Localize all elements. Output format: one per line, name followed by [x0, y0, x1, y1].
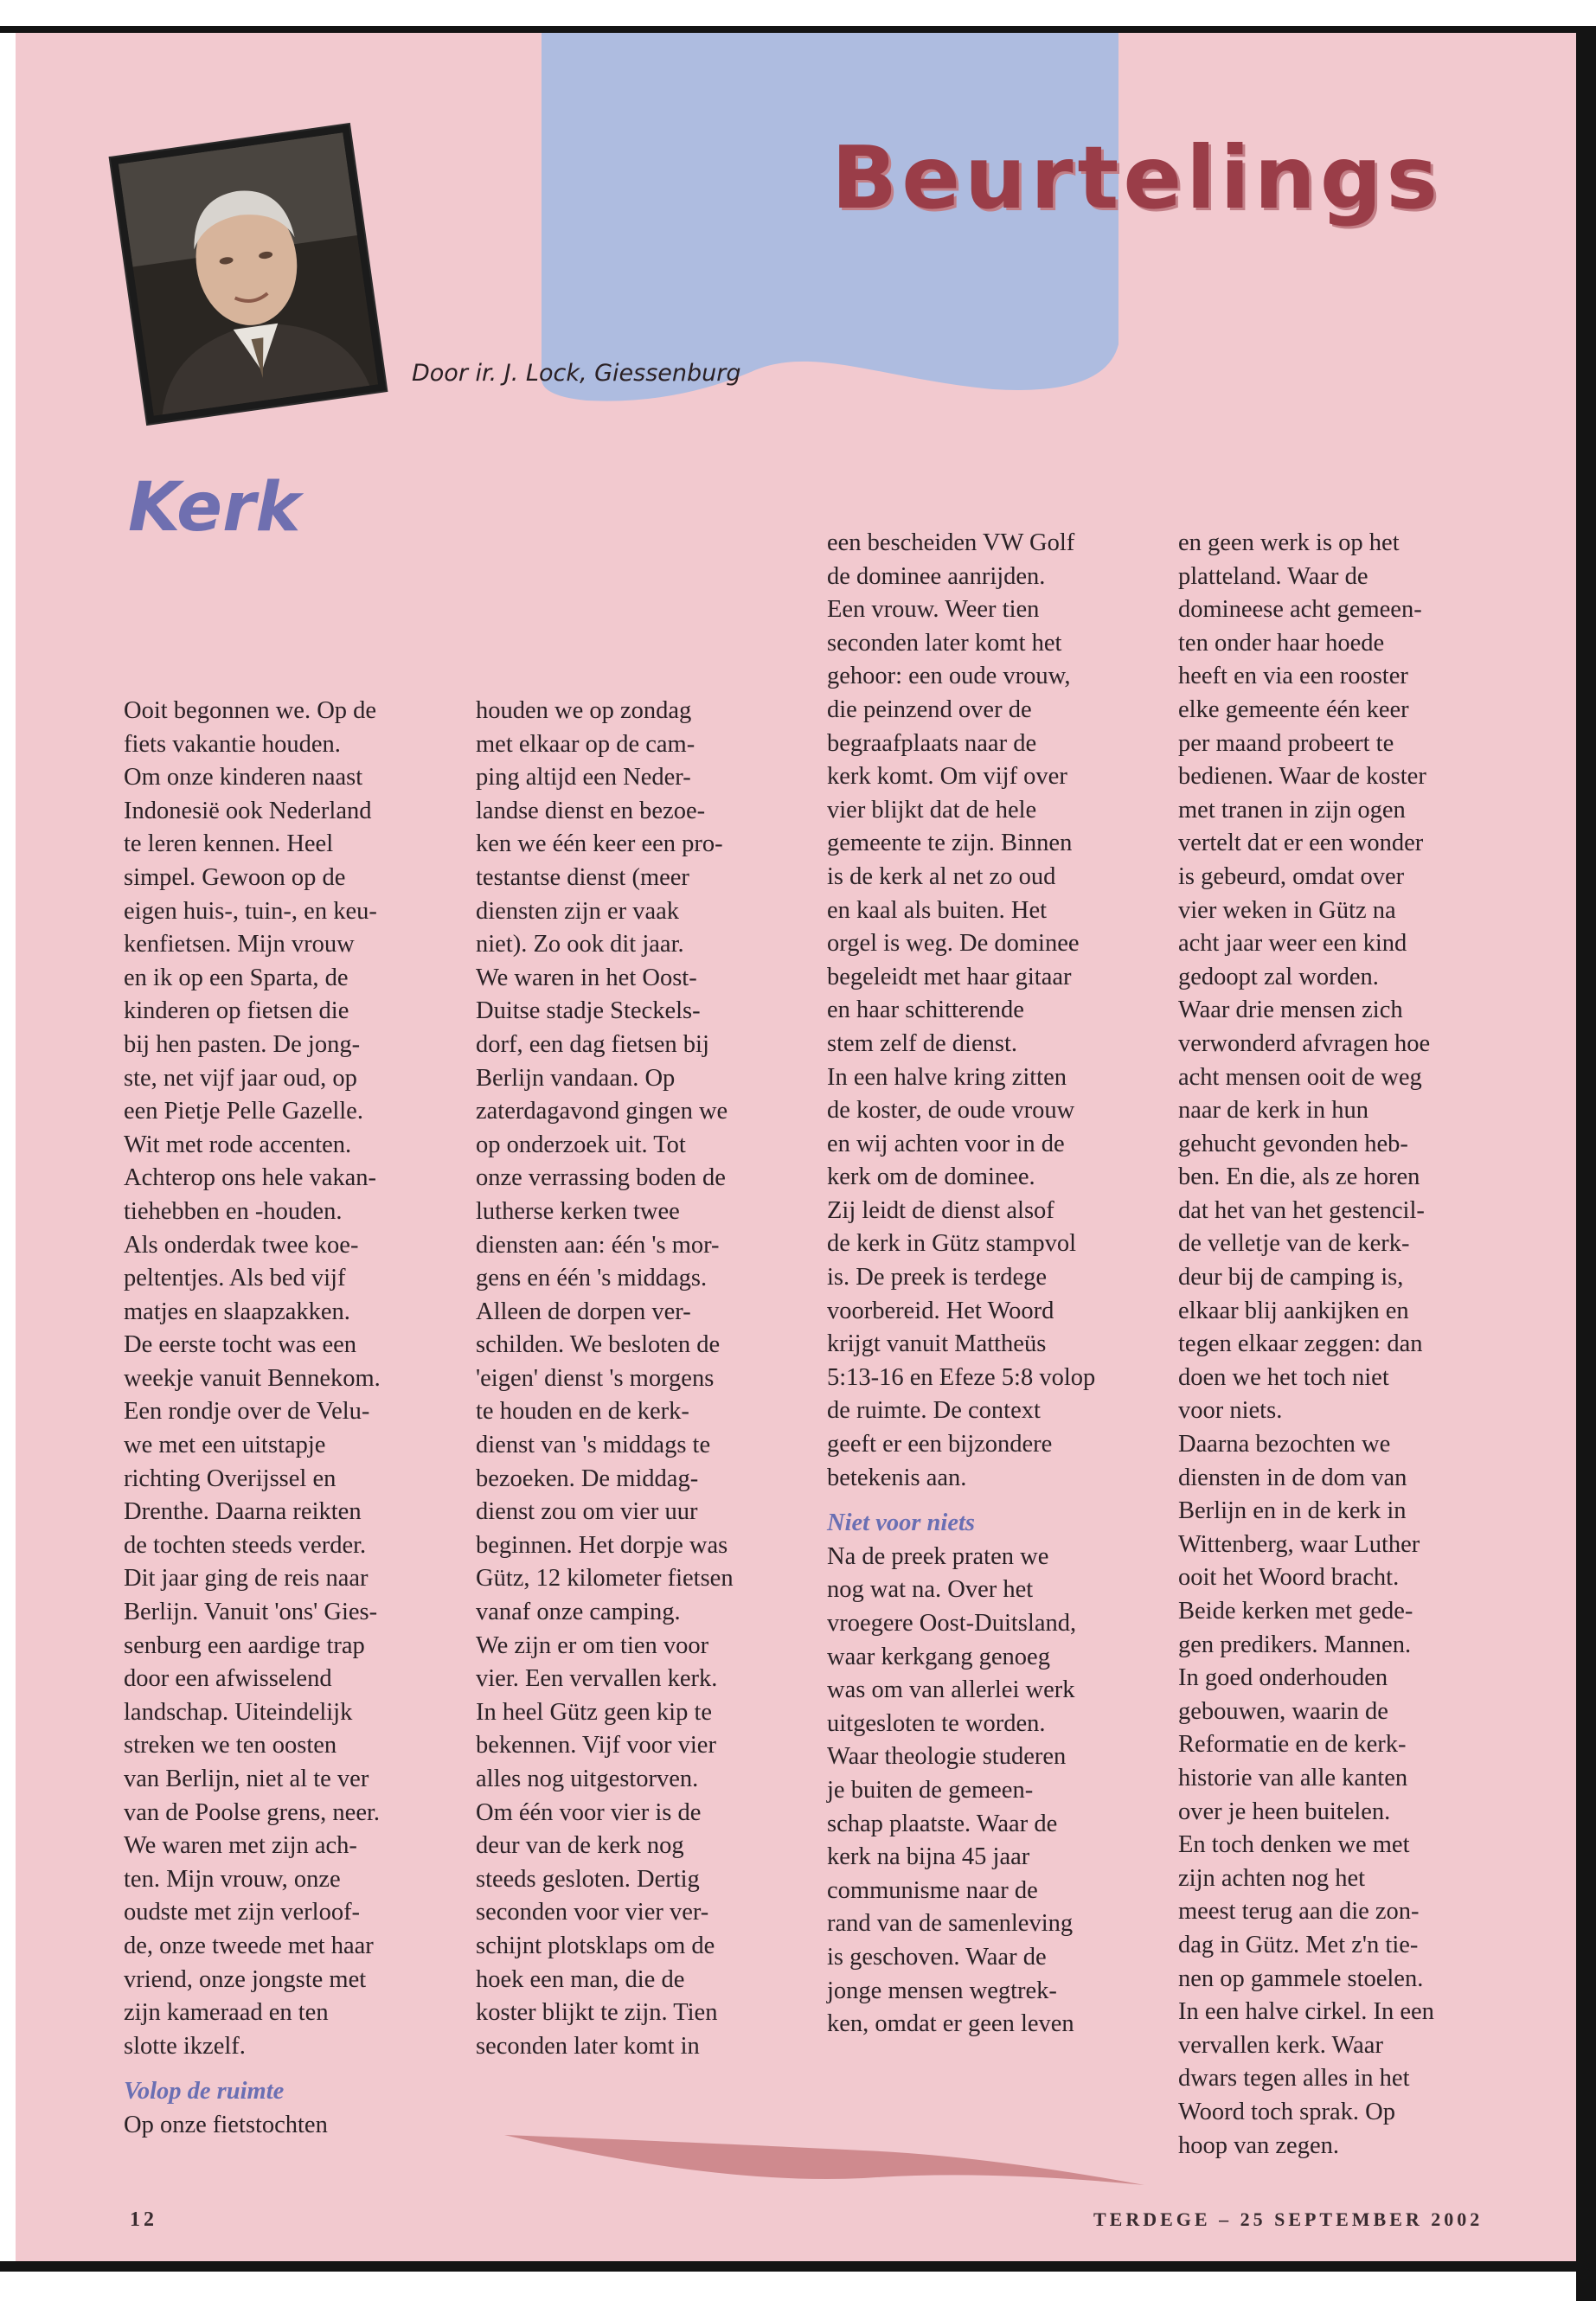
- text-line: seconden later komt het: [827, 629, 1062, 657]
- text-line: vertelt dat er een wonder: [1178, 830, 1424, 857]
- text-line: In heel Gütz geen kip te: [476, 1698, 713, 1726]
- text-line: In een halve kring zitten: [827, 1063, 1067, 1091]
- text-line: Wittenberg, waar Luther: [1178, 1530, 1420, 1558]
- text-line: heeft en via een rooster: [1178, 663, 1408, 690]
- text-line: Als onderdak twee koe-: [124, 1231, 359, 1259]
- text-line: Indonesië ook Nederland: [124, 797, 372, 824]
- text-line: door een afwisselend: [124, 1665, 332, 1693]
- text-line: de kerk in Gütz stampvol: [827, 1230, 1077, 1258]
- text-line: Duitse stadje Steckels-: [476, 997, 701, 1025]
- text-line: over je heen buitelen.: [1178, 1798, 1391, 1825]
- text-column-1: [124, 695, 470, 2143]
- text-line: ooit het Woord bracht.: [1178, 1564, 1400, 1592]
- text-line: beginnen. Het dorpje was: [476, 1531, 728, 1559]
- text-line: Daarna bezochten we: [1178, 1431, 1391, 1458]
- text-line: Zij leidt de dienst alsof: [827, 1196, 1054, 1224]
- text-line: niet). Zo ook dit jaar.: [476, 931, 684, 958]
- text-line: van Berlijn, niet al te ver: [124, 1766, 369, 1792]
- text-line: tegen elkaar zeggen: dan: [1178, 1330, 1423, 1358]
- text-line: je buiten de gemeen-: [827, 1776, 1034, 1804]
- text-line: onze verrassing boden de: [476, 1164, 726, 1192]
- text-line: ken, omdat er geen leven: [827, 2010, 1074, 2038]
- text-line: kerk om de dominee.: [827, 1163, 1035, 1191]
- text-line: bij hen pasten. De jong-: [124, 1030, 361, 1058]
- text-line: bezoeken. De middag-: [476, 1465, 699, 1492]
- text-line: Na de preek praten we: [827, 1542, 1049, 1570]
- text-line: Op onze fietstochten: [124, 2111, 328, 2138]
- text-line: en kaal als buiten. Het: [827, 896, 1048, 924]
- text-line: peltentjes. Als bed vijf: [124, 1265, 346, 1292]
- text-line: Achterop ons hele vakan-: [124, 1164, 377, 1192]
- text-line: de velletje van de kerk-: [1178, 1230, 1410, 1258]
- text-line: jonge mensen wegtrek-: [827, 1977, 1057, 2004]
- text-line: hoek een man, die de: [476, 1965, 685, 1993]
- text-line: verwonderd afvragen hoe: [1178, 1029, 1431, 1057]
- section-title: Kerk: [128, 469, 301, 547]
- text-line: richting Overijssel en: [124, 1465, 337, 1492]
- text-line: elkaar blij aankijken en: [1178, 1297, 1409, 1324]
- text-line: In een halve cirkel. In een: [1178, 1998, 1434, 2026]
- text-line: betekenis aan.: [827, 1464, 967, 1491]
- text-line: We waren met zijn ach-: [124, 1832, 357, 1860]
- top-rule: [0, 26, 1596, 33]
- text-line: is gebeurd, omdat over: [1178, 862, 1405, 890]
- text-line: landschap. Uiteindelijk: [124, 1698, 353, 1726]
- text-line: bedienen. Waar de koster: [1178, 763, 1426, 791]
- text-line: bekennen. Vijf voor vier: [476, 1732, 716, 1759]
- text-line: gemeente te zijn. Binnen: [827, 830, 1073, 857]
- text-line: is de kerk al net zo oud: [827, 862, 1056, 890]
- text-line: krijgt vanuit Mattheüs: [827, 1330, 1047, 1358]
- text-line: 5:13-16 en Efeze 5:8 volop: [827, 1363, 1096, 1391]
- text-line: gedoopt zal worden.: [1178, 963, 1379, 990]
- text-line: naar de kerk in hun: [1178, 1097, 1368, 1125]
- text-line: Berlijn en in de kerk in: [1178, 1497, 1407, 1525]
- text-line: dienst zou om vier uur: [476, 1498, 698, 1526]
- text-line: met elkaar op de cam-: [476, 730, 695, 758]
- byline: Door ir. J. Lock, Giessenburg: [412, 360, 741, 387]
- text-line: en haar schitterende: [827, 997, 1024, 1024]
- text-line: te leren kennen. Heel: [124, 830, 334, 858]
- text-line: steeds gesloten. Dertig: [476, 1865, 700, 1893]
- text-line: waar kerkgang genoeg: [827, 1643, 1050, 1670]
- text-line: Om één voor vier is de: [476, 1798, 702, 1826]
- text-line: gen predikers. Mannen.: [1178, 1631, 1412, 1658]
- text-line: is geschoven. Waar de: [827, 1943, 1047, 1971]
- text-line: schilden. We besloten de: [476, 1331, 721, 1359]
- subheading: Volop de ruimte: [124, 2078, 285, 2106]
- text-line: begraafplaats naar de: [827, 729, 1037, 757]
- text-line: op onderzoek uit. Tot: [476, 1131, 686, 1158]
- text-line: Een vrouw. Weer tien: [827, 596, 1040, 624]
- text-line: gebouwen, waarin de: [1178, 1697, 1388, 1725]
- text-line: Waar theologie studeren: [827, 1743, 1067, 1771]
- text-line: schap plaatste. Waar de: [827, 1810, 1058, 1837]
- text-line: van de Poolse grens, neer.: [124, 1798, 381, 1826]
- text-line: deur van de kerk nog: [476, 1832, 684, 1860]
- text-line: de ruimte. De context: [827, 1397, 1041, 1425]
- decorative-swoosh: [500, 2118, 1157, 2195]
- text-line: koster blijkt te zijn. Tien: [476, 1999, 718, 2027]
- text-line: Wit met rode accenten.: [124, 1131, 352, 1158]
- text-line: senburg een aardige trap: [124, 1631, 365, 1659]
- text-line: die peinzend over de: [827, 695, 1032, 723]
- page-edge-shadow: [1576, 31, 1596, 2301]
- text-line: en wij achten voor in de: [827, 1130, 1065, 1157]
- portrait-photo-icon: [119, 132, 378, 416]
- text-line: diensten in de dom van: [1178, 1464, 1407, 1491]
- text-line: de koster, de oude vrouw: [827, 1097, 1075, 1125]
- text-column-2: [476, 695, 822, 2063]
- text-line: Berlijn vandaan. Op: [476, 1064, 676, 1092]
- text-line: De eerste tocht was een: [124, 1331, 357, 1359]
- text-line: doen we het toch niet: [1178, 1363, 1389, 1391]
- text-line: vier. Een vervallen kerk.: [476, 1665, 718, 1693]
- article-title: Beurtelings: [831, 127, 1443, 228]
- text-line: per maand probeert te: [1178, 729, 1394, 757]
- text-line: We waren in het Oost-: [476, 964, 697, 991]
- text-line: elke gemeente één keer: [1178, 695, 1409, 723]
- text-line: begeleidt met haar gitaar: [827, 963, 1072, 990]
- text-line: Berlijn. Vanuit 'ons' Gies-: [124, 1599, 378, 1626]
- text-line: tiehebben en -houden.: [124, 1197, 343, 1225]
- text-line: ben. En die, als ze horen: [1178, 1163, 1420, 1191]
- text-line: Reformatie en de kerk-: [1178, 1731, 1407, 1759]
- text-line: eigen huis-, tuin-, en keu-: [124, 897, 377, 925]
- text-line: ken we één keer een pro-: [476, 830, 723, 858]
- text-line: deur bij de camping is,: [1178, 1264, 1404, 1292]
- text-line: platteland. Waar de: [1178, 562, 1368, 590]
- text-line: Ooit begonnen we. Op de: [124, 697, 377, 724]
- text-line: fiets vakantie houden.: [124, 730, 341, 758]
- text-line: houden we op zondag: [476, 697, 692, 724]
- text-line: dorf, een dag fietsen bij: [476, 1030, 709, 1058]
- text-line: domineese acht gemeen-: [1178, 596, 1422, 624]
- text-line: acht jaar weer een kind: [1178, 930, 1407, 958]
- author-photo: [111, 125, 386, 424]
- text-line: hoop van zegen.: [1178, 2131, 1339, 2159]
- text-line: ste, net vijf jaar oud, op: [124, 1064, 357, 1092]
- text-line: Een rondje over de Velu-: [124, 1398, 370, 1426]
- text-line: We zijn er om tien voor: [476, 1631, 709, 1659]
- magazine-page: [16, 33, 1576, 2261]
- text-line: dat het van het gestencil-: [1178, 1196, 1425, 1224]
- text-line: vier weken in Gütz na: [1178, 896, 1396, 924]
- text-line: simpel. Gewoon op de: [124, 863, 346, 891]
- text-line: communisme naar de: [827, 1876, 1038, 1904]
- text-line: Dit jaar ging de reis naar: [124, 1565, 369, 1593]
- text-line: vervallen kerk. Waar: [1178, 2031, 1383, 2059]
- text-line: voorbereid. Het Woord: [827, 1297, 1054, 1324]
- text-line: lutherse kerken twee: [476, 1197, 680, 1225]
- text-line: kerk komt. Om vijf over: [827, 763, 1067, 791]
- text-line: zaterdagavond gingen we: [476, 1098, 728, 1125]
- text-line: ten. Mijn vrouw, onze: [124, 1865, 341, 1893]
- text-line: streken we ten oosten: [124, 1732, 337, 1759]
- text-line: rand van de samenleving: [827, 1910, 1074, 1938]
- text-line: de tochten steeds verder.: [124, 1531, 367, 1559]
- text-line: 'eigen' dienst 's morgens: [476, 1364, 715, 1392]
- bottom-rule: [0, 2261, 1583, 2272]
- text-line: kinderen op fietsen die: [124, 997, 349, 1025]
- text-line: seconden voor vier ver-: [476, 1899, 709, 1926]
- text-line: ten onder haar hoede: [1178, 629, 1385, 657]
- text-line: kenfietsen. Mijn vrouw: [124, 931, 355, 958]
- text-line: uitgesloten te worden.: [827, 1709, 1046, 1737]
- text-line: nen op gammele stoelen.: [1178, 1965, 1424, 1992]
- text-line: te houden en de kerk-: [476, 1398, 689, 1426]
- text-line: Beide kerken met gede-: [1178, 1598, 1413, 1625]
- text-line: zijn achten nog het: [1178, 1864, 1366, 1892]
- text-line: historie van alle kanten: [1178, 1764, 1408, 1791]
- text-line: meest terug aan die zon-: [1178, 1898, 1420, 1926]
- text-line: en ik op een Sparta, de: [124, 964, 349, 991]
- text-line: En toch denken we met: [1178, 1831, 1410, 1859]
- text-line: orgel is weg. De dominee: [827, 930, 1080, 958]
- text-line: kerk na bijna 45 jaar: [827, 1843, 1030, 1871]
- text-line: zijn kameraad en ten: [124, 1999, 329, 2027]
- text-line: In goed onderhouden: [1178, 1664, 1388, 1692]
- text-line: stem zelf de dienst.: [827, 1029, 1018, 1057]
- text-line: Om onze kinderen naast: [124, 764, 363, 792]
- text-line: de dominee aanrijden.: [827, 562, 1046, 590]
- text-line: is. De preek is terdege: [827, 1264, 1048, 1292]
- text-line: weekje vanuit Bennekom.: [124, 1364, 381, 1392]
- text-line: een Pietje Pelle Gazelle.: [124, 1098, 363, 1125]
- text-line: Alleen de dorpen ver-: [476, 1298, 691, 1325]
- text-line: dag in Gütz. Met z'n tie-: [1178, 1931, 1419, 1958]
- text-line: Waar drie mensen zich: [1178, 997, 1403, 1024]
- text-line: vroegere Oost-Duitsland,: [827, 1610, 1077, 1637]
- text-line: voor niets.: [1178, 1397, 1283, 1425]
- text-line: dienst van 's middags te: [476, 1432, 711, 1459]
- text-line: alles nog uitgestorven.: [476, 1766, 699, 1792]
- text-line: Gütz, 12 kilometer fietsen: [476, 1565, 734, 1593]
- text-line: gehoor: een oude vrouw,: [827, 663, 1071, 690]
- subheading: Niet voor niets: [827, 1509, 975, 1537]
- text-line: Woord toch sprak. Op: [1178, 2098, 1395, 2125]
- text-line: landse dienst en bezoe-: [476, 797, 706, 824]
- text-column-3: [827, 527, 1173, 2041]
- text-line: nog wat na. Over het: [827, 1576, 1034, 1604]
- text-line: en geen werk is op het: [1178, 529, 1400, 556]
- text-line: vriend, onze jongste met: [124, 1965, 367, 1993]
- text-line: geeft er een bijzondere: [827, 1431, 1053, 1458]
- text-line: de, onze tweede met haar: [124, 1932, 374, 1959]
- text-line: seconden later komt in: [476, 2032, 700, 2060]
- text-line: schijnt plotsklaps om de: [476, 1932, 715, 1959]
- text-line: oudste met zijn verloof-: [124, 1899, 361, 1926]
- text-line: ping altijd een Neder-: [476, 764, 691, 792]
- text-line: diensten aan: één 's mor-: [476, 1231, 720, 1259]
- text-line: vier blijkt dat de hele: [827, 796, 1037, 824]
- text-line: gens en één 's middags.: [476, 1265, 708, 1292]
- text-line: vanaf onze camping.: [476, 1599, 681, 1626]
- text-line: we met een uitstapje: [124, 1432, 326, 1459]
- text-line: slotte ikzelf.: [124, 2032, 246, 2060]
- text-line: Drenthe. Daarna reikten: [124, 1498, 362, 1526]
- text-line: diensten zijn er vaak: [476, 897, 680, 925]
- text-line: acht mensen ooit de weg: [1178, 1063, 1422, 1091]
- text-line: was om van allerlei werk: [827, 1676, 1075, 1704]
- text-line: gehucht gevonden heb-: [1178, 1130, 1408, 1157]
- page-number: 12: [130, 2208, 157, 2231]
- text-line: matjes en slaapzakken.: [124, 1298, 350, 1325]
- text-line: met tranen in zijn ogen: [1178, 796, 1406, 824]
- text-line: dwars tegen alles in het: [1178, 2065, 1410, 2093]
- publication-footer: TERDEGE – 25 SEPTEMBER 2002: [1093, 2208, 1484, 2230]
- text-line: testantse dienst (meer: [476, 863, 689, 891]
- text-line: een bescheiden VW Golf: [827, 529, 1075, 556]
- text-column-4: [1178, 527, 1524, 2163]
